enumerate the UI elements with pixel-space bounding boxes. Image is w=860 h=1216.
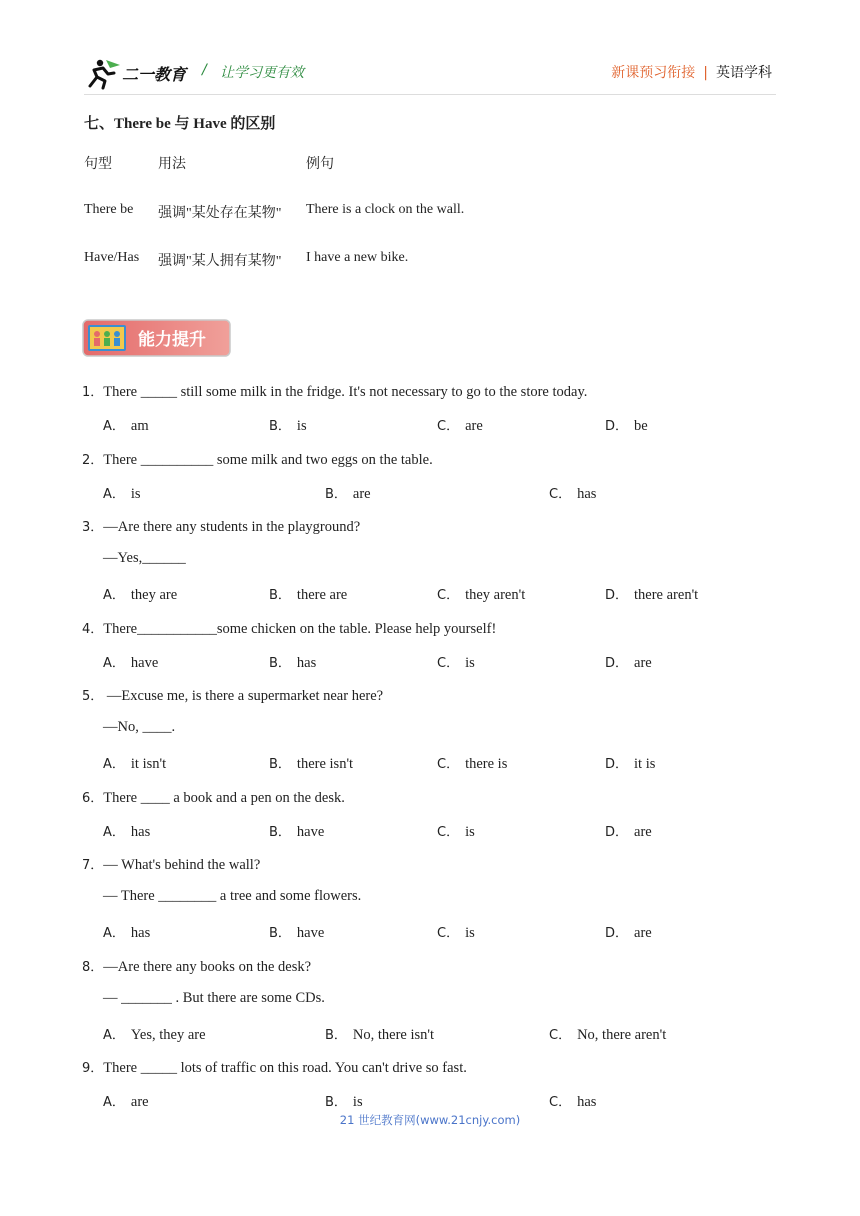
question-number: 3． — [82, 520, 104, 535]
table-header-usage: 用法 — [158, 157, 186, 172]
option-letter: A． — [103, 1028, 125, 1043]
option-text: are — [352, 486, 371, 502]
question-number: 9． — [82, 1061, 104, 1076]
table-cell: 强调"某人拥有某物" — [158, 254, 282, 269]
answer-option[interactable] — [325, 1091, 363, 1111]
option-letter: A． — [103, 757, 125, 772]
option-text: Yes, they are — [130, 1027, 206, 1043]
answer-option[interactable] — [269, 753, 353, 773]
question-text: —Excuse me, is there a supermarket near here? — [103, 688, 384, 704]
option-text: No, there aren't — [577, 1027, 667, 1043]
header-divider: | — [703, 65, 708, 81]
answer-option[interactable] — [605, 415, 648, 435]
banner-label: 能力提升 — [138, 330, 206, 350]
option-letter: C． — [437, 757, 460, 772]
dialogue-line: — _______ . But there are some CDs. — [103, 990, 325, 1006]
table-cell: Have/Has — [84, 250, 140, 265]
option-text: are — [130, 1094, 149, 1110]
option-text: is — [465, 824, 475, 840]
question-stem — [82, 956, 311, 976]
option-text: is — [465, 925, 475, 941]
slogan: 让学习更有效 — [220, 65, 304, 81]
question-text: There ____ a book and a pen on the desk. — [103, 790, 345, 806]
option-letter: C． — [437, 588, 460, 603]
question-text: —Are there any books on the desk? — [103, 959, 312, 975]
option-letter: B． — [269, 926, 291, 941]
answer-option[interactable] — [549, 1024, 666, 1044]
option-letter: A． — [103, 825, 125, 840]
option-letter: B． — [325, 1028, 347, 1043]
option-letter: D． — [605, 926, 629, 941]
option-text: have — [296, 925, 325, 941]
question-number: 4． — [82, 622, 104, 637]
answer-option[interactable] — [269, 415, 307, 435]
course-label: 新课预习衔接 — [611, 65, 696, 81]
option-text: has — [577, 486, 597, 502]
option-text: No, there isn't — [352, 1027, 435, 1043]
subject-label: 英语学科 — [716, 65, 772, 81]
question-number: 1． — [82, 385, 104, 400]
option-letter: B． — [325, 487, 347, 502]
answer-option[interactable] — [269, 821, 324, 841]
answer-option[interactable] — [437, 922, 475, 942]
question-number: 8． — [82, 960, 104, 975]
answer-option[interactable] — [549, 1091, 596, 1111]
question-text: There __________ some milk and two eggs on the table. — [103, 452, 433, 468]
question-stem — [82, 787, 345, 807]
option-letter: D． — [605, 825, 629, 840]
slogan-separator: / — [202, 62, 207, 78]
option-letter: B． — [269, 825, 291, 840]
option-letter: A． — [103, 656, 125, 671]
header-rule — [84, 94, 776, 95]
option-text: is — [352, 1094, 363, 1110]
answer-option[interactable] — [269, 652, 316, 672]
option-letter: B． — [325, 1095, 347, 1110]
answer-option[interactable] — [103, 753, 166, 773]
option-text: it is — [634, 756, 656, 772]
dialogue-line: —No, ____. — [103, 719, 176, 735]
answer-option[interactable] — [103, 483, 141, 503]
question-number: 2． — [82, 453, 104, 468]
answer-option[interactable] — [605, 652, 652, 672]
option-text: are — [634, 824, 652, 840]
option-letter: D． — [605, 757, 629, 772]
option-text: they aren't — [465, 587, 526, 603]
option-text: am — [130, 418, 149, 434]
option-text: are — [634, 655, 652, 671]
question-number: 7． — [82, 858, 104, 873]
table-cell: 强调"某处存在某物" — [158, 206, 282, 221]
dialogue-line: —Yes,______ — [103, 550, 186, 566]
answer-option[interactable] — [605, 922, 652, 942]
option-letter: C． — [549, 487, 572, 502]
answer-option[interactable] — [103, 652, 158, 672]
logo-text: 二一教育 — [122, 65, 187, 84]
option-text: there aren't — [634, 587, 699, 603]
question-text: There _____ still some milk in the fridge. It's not necessary to go to the store today. — [103, 384, 588, 400]
answer-option[interactable] — [103, 1024, 206, 1044]
team-icon — [88, 325, 126, 351]
answer-option[interactable] — [549, 483, 596, 503]
option-text: has — [130, 925, 151, 941]
page-header — [0, 0, 860, 100]
option-letter: A． — [103, 926, 125, 941]
question-stem — [82, 618, 496, 638]
option-letter: C． — [549, 1095, 572, 1110]
question-stem — [82, 685, 383, 705]
question-stem — [82, 1057, 467, 1077]
answer-option[interactable] — [437, 652, 475, 672]
answer-option[interactable] — [437, 584, 525, 604]
footer-credit: 21 世纪教育网(www.21cnjy.com) — [339, 1113, 521, 1127]
answer-option[interactable] — [437, 753, 507, 773]
option-letter: B． — [269, 588, 291, 603]
answer-option[interactable] — [103, 584, 177, 604]
option-letter: A． — [103, 588, 125, 603]
option-text: has — [577, 1094, 597, 1110]
ability-banner — [82, 319, 231, 357]
question-stem — [82, 381, 587, 401]
option-text: has — [130, 824, 151, 840]
option-letter: C． — [437, 656, 460, 671]
option-letter: C． — [437, 926, 460, 941]
question-number: 5． — [82, 689, 104, 704]
question-text: — What's behind the wall? — [103, 857, 261, 873]
option-text: they are — [130, 587, 178, 603]
option-text: are — [634, 925, 652, 941]
question-stem — [82, 449, 433, 469]
table-header-pattern: 句型 — [84, 157, 112, 172]
answer-option[interactable] — [605, 821, 652, 841]
option-letter: C． — [549, 1028, 572, 1043]
option-text: is — [465, 655, 475, 671]
table-cell: There be — [84, 202, 134, 217]
runner-icon — [90, 60, 120, 88]
option-text: has — [296, 655, 317, 671]
answer-option[interactable] — [325, 483, 371, 503]
option-letter: C． — [437, 419, 460, 434]
table-cell: There is a clock on the wall. — [306, 202, 465, 217]
question-stem — [82, 854, 260, 874]
option-letter: B． — [269, 419, 291, 434]
option-letter: B． — [269, 757, 291, 772]
answer-option[interactable] — [605, 753, 655, 773]
option-letter: D． — [605, 419, 629, 434]
header-right — [611, 62, 772, 82]
option-letter: A． — [103, 419, 125, 434]
option-text: it isn't — [130, 756, 167, 772]
table-cell: I have a new bike. — [306, 250, 409, 265]
option-letter: C． — [437, 825, 460, 840]
question-stem — [82, 516, 360, 536]
dialogue-line: — There ________ a tree and some flowers. — [103, 888, 362, 904]
table-header-example: 例句 — [306, 157, 334, 172]
option-text: be — [634, 418, 648, 434]
answer-option[interactable] — [269, 922, 324, 942]
question-number: 6． — [82, 791, 104, 806]
option-text: is — [296, 418, 307, 434]
answer-option[interactable] — [437, 821, 475, 841]
option-text: are — [465, 418, 483, 434]
option-text: have — [130, 655, 159, 671]
question-text: There _____ lots of traffic on this road. You can't drive so fast. — [103, 1060, 467, 1076]
option-letter: D． — [605, 656, 629, 671]
option-letter: A． — [103, 1095, 125, 1110]
brand-logo — [84, 56, 194, 90]
answer-option[interactable] — [103, 922, 150, 942]
option-text: there is — [465, 756, 508, 772]
question-text: There___________some chicken on the table. Please help yourself! — [103, 621, 497, 637]
option-text: there isn't — [296, 756, 354, 772]
option-letter: D． — [605, 588, 629, 603]
answer-option[interactable] — [103, 821, 150, 841]
answer-option[interactable] — [325, 1024, 434, 1044]
option-letter: A． — [103, 487, 125, 502]
answer-option[interactable] — [437, 415, 483, 435]
section-title: 七、There be 与 Have 的区别 — [84, 116, 276, 132]
answer-option[interactable] — [103, 1091, 149, 1111]
answer-option[interactable] — [103, 415, 149, 435]
answer-option[interactable] — [605, 584, 698, 604]
option-text: have — [296, 824, 325, 840]
question-text: —Are there any students in the playground? — [103, 519, 361, 535]
option-text: is — [130, 486, 141, 502]
option-text: there are — [296, 587, 348, 603]
option-letter: B． — [269, 656, 291, 671]
answer-option[interactable] — [269, 584, 347, 604]
